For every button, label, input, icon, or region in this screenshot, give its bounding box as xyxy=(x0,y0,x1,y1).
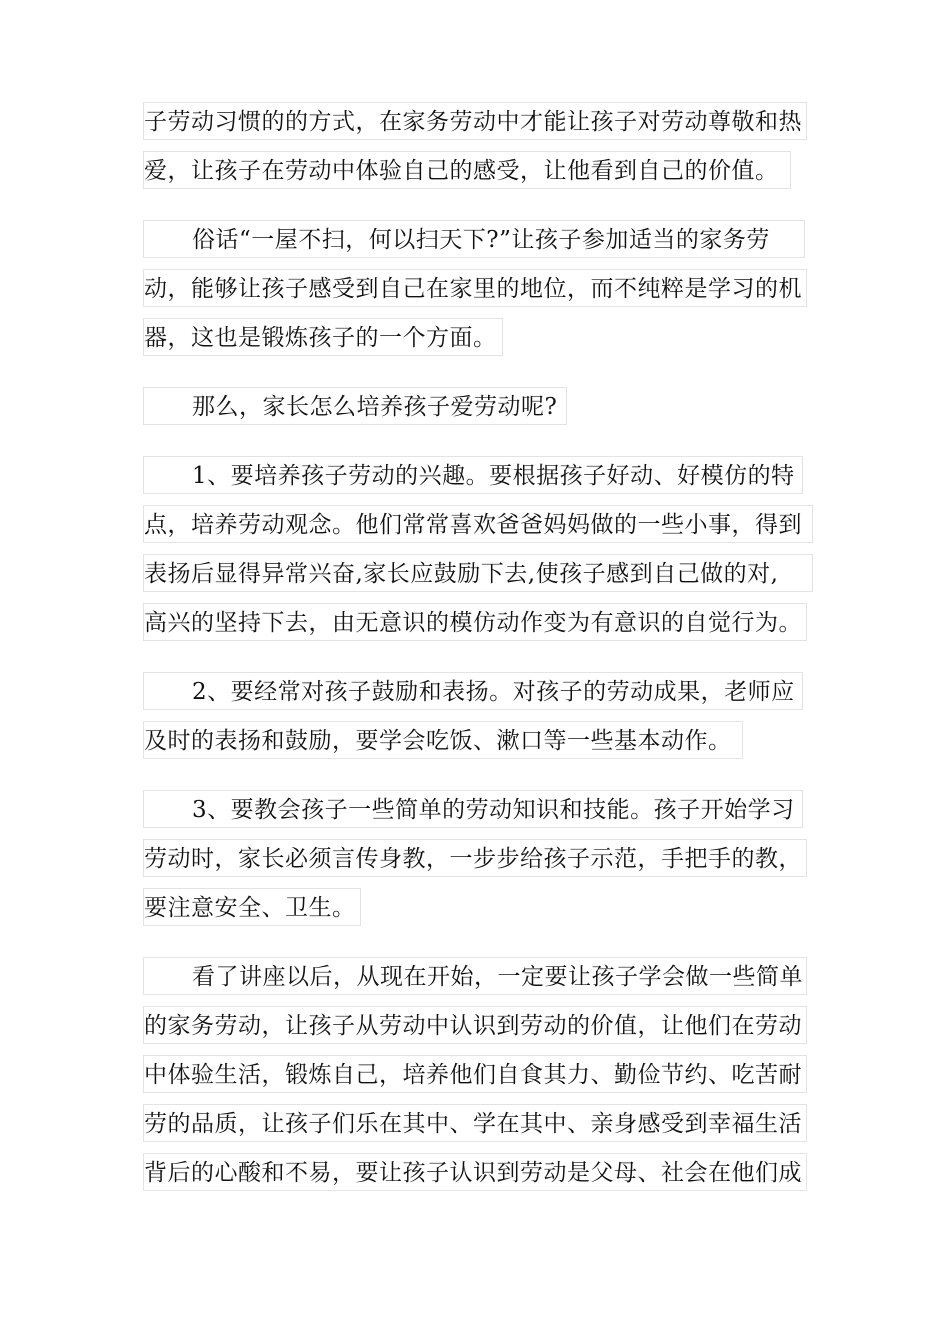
text-line: 要注意安全、卫生。 xyxy=(143,888,361,926)
text-line: 劳动时，家长必须言传身教，一步步给孩子示范，手把手的教， xyxy=(143,839,807,877)
text-line: 看了讲座以后，从现在开始，一定要让孩子学会做一些简单 xyxy=(143,957,807,995)
text-line: 高兴的坚持下去，由无意识的模仿动作变为有意识的自觉行为。 xyxy=(143,603,807,641)
text-line: 劳的品质，让孩子们乐在其中、学在其中、亲身感受到幸福生活 xyxy=(143,1104,807,1142)
text-line: 中体验生活，锻炼自己，培养他们自食其力、勤俭节约、吃苦耐 xyxy=(143,1055,807,1093)
text-line: 子劳动习惯的的方式，在家务劳动中才能让孩子对劳动尊敬和热 xyxy=(143,102,807,140)
text-line: 那么，家长怎么培养孩子爱劳动呢? xyxy=(143,387,567,425)
text-line: 爱，让孩子在劳动中体验自己的感受，让他看到自己的价值。 xyxy=(143,151,791,189)
text-line: 1、要培养孩子劳动的兴趣。要根据孩子好动、好模仿的特 xyxy=(143,456,803,494)
text-line: 器，这也是锻炼孩子的一个方面。 xyxy=(143,318,503,356)
text-line: 的家务劳动，让孩子从劳动中认识到劳动的价值，让他们在劳动 xyxy=(143,1006,807,1044)
text-line: 表扬后显得异常兴奋,家长应鼓励下去,使孩子感到自己做的对, xyxy=(143,554,813,592)
text-line: 2、要经常对孩子鼓励和表扬。对孩子的劳动成果，老师应 xyxy=(143,672,803,710)
text-line: 背后的心酸和不易，要让孩子认识到劳动是父母、社会在他们成 xyxy=(143,1153,807,1191)
text-line: 动，能够让孩子感受到自己在家里的地位，而不纯粹是学习的机 xyxy=(143,269,807,307)
text-line: 3、要教会孩子一些简单的劳动知识和技能。孩子开始学习 xyxy=(143,790,803,828)
text-line: 及时的表扬和鼓励，要学会吃饭、漱口等一些基本动作。 xyxy=(143,721,743,759)
text-line: 俗话“一屋不扫，何以扫天下?”让孩子参加适当的家务劳 xyxy=(143,220,805,258)
text-line: 点，培养劳动观念。他们常常喜欢爸爸妈妈做的一些小事，得到 xyxy=(143,505,813,543)
